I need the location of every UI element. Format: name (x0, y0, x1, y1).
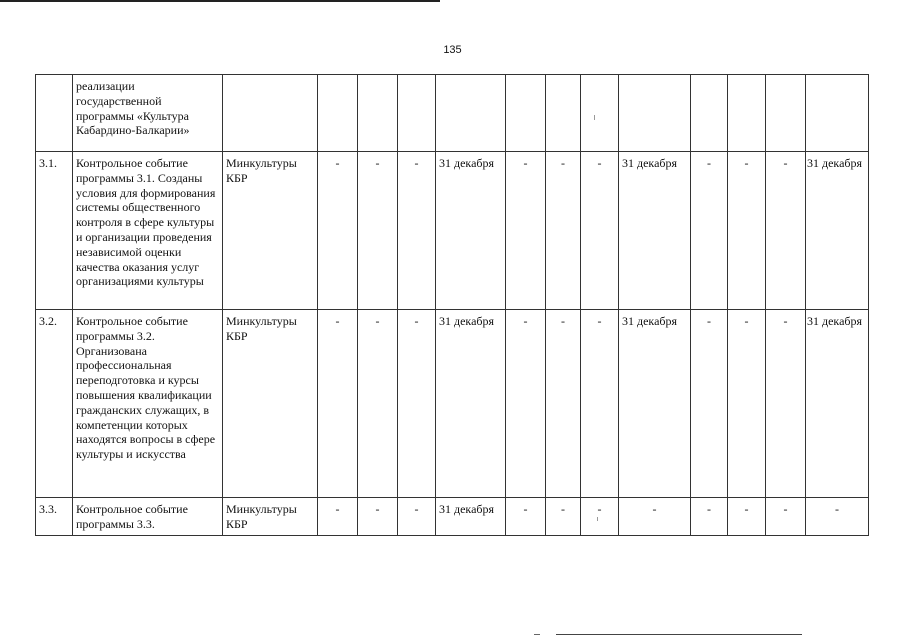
page-number: 135 (443, 44, 462, 56)
period-cell: - (806, 498, 869, 536)
period-cell: - (506, 498, 546, 536)
period-cell (546, 75, 581, 152)
period-cell: - (398, 310, 436, 498)
scan-speck (594, 115, 595, 120)
period-cell: - (728, 498, 766, 536)
deadline-cell: 31 декабря (806, 152, 869, 310)
responsible-executor (223, 75, 318, 152)
period-cell: - (581, 498, 619, 536)
table-row (36, 152, 869, 310)
period-cell (436, 75, 506, 152)
signature-line (556, 634, 802, 635)
period-cell: - (691, 310, 728, 498)
period-cell: - (766, 498, 806, 536)
period-cell (766, 75, 806, 152)
deadline-cell: 31 декабря (619, 310, 691, 498)
row-number: 3.2. (36, 310, 73, 498)
event-description: Контрольное событие программы 3.1. Созданы условия для формирования системы общественного контроля в сфере культуры и организации проведения независимой оценки качества оказания услуг организациями культуры (73, 152, 223, 310)
period-cell: - (619, 498, 691, 536)
deadline-cell: 31 декабря (806, 310, 869, 498)
period-cell: - (358, 310, 398, 498)
period-cell: - (318, 498, 358, 536)
table-row (36, 310, 869, 498)
event-description: реализации государственной программы «Культура Кабардино-Балкарии» (73, 75, 223, 152)
responsible-executor: Минкультуры КБР (223, 310, 318, 498)
period-cell (318, 75, 358, 152)
period-cell (398, 75, 436, 152)
period-cell: - (506, 310, 546, 498)
period-cell: - (358, 498, 398, 536)
period-cell: - (546, 498, 581, 536)
top-rule (0, 0, 440, 2)
period-cell (806, 75, 869, 152)
period-cell (691, 75, 728, 152)
period-cell: - (318, 310, 358, 498)
period-cell (619, 75, 691, 152)
period-cell: - (546, 152, 581, 310)
row-number: 3.3. (36, 498, 73, 536)
period-cell: - (766, 152, 806, 310)
period-cell: - (691, 152, 728, 310)
table-row (36, 75, 869, 152)
row-number: 3.1. (36, 152, 73, 310)
period-cell: - (358, 152, 398, 310)
period-cell (506, 75, 546, 152)
deadline-cell: 31 декабря (436, 310, 506, 498)
period-cell (358, 75, 398, 152)
period-cell: - (506, 152, 546, 310)
control-events-table (35, 74, 869, 536)
row-number (36, 75, 73, 152)
period-cell: - (728, 152, 766, 310)
responsible-executor: Минкультуры КБР (223, 498, 318, 536)
period-cell: - (691, 498, 728, 536)
period-cell: - (766, 310, 806, 498)
deadline-cell: 31 декабря (436, 498, 506, 536)
period-cell (728, 75, 766, 152)
responsible-executor: Минкультуры КБР (223, 152, 318, 310)
period-cell: - (581, 152, 619, 310)
period-cell: - (318, 152, 358, 310)
table-row (36, 498, 869, 536)
bottom-dash (534, 634, 540, 635)
period-cell: - (398, 152, 436, 310)
event-description: Контрольное событие программы 3.3. (73, 498, 223, 536)
event-description: Контрольное событие программы 3.2. Организована профессиональная переподготовка и курсы повышения квалификации гражданских служащих, в компетенции которых находятся вопросы в сфере культуры и искусства (73, 310, 223, 498)
scan-speck (597, 517, 598, 521)
deadline-cell: 31 декабря (619, 152, 691, 310)
period-cell (581, 75, 619, 152)
period-cell: - (581, 310, 619, 498)
period-cell: - (728, 310, 766, 498)
period-cell: - (398, 498, 436, 536)
period-cell: - (546, 310, 581, 498)
deadline-cell: 31 декабря (436, 152, 506, 310)
